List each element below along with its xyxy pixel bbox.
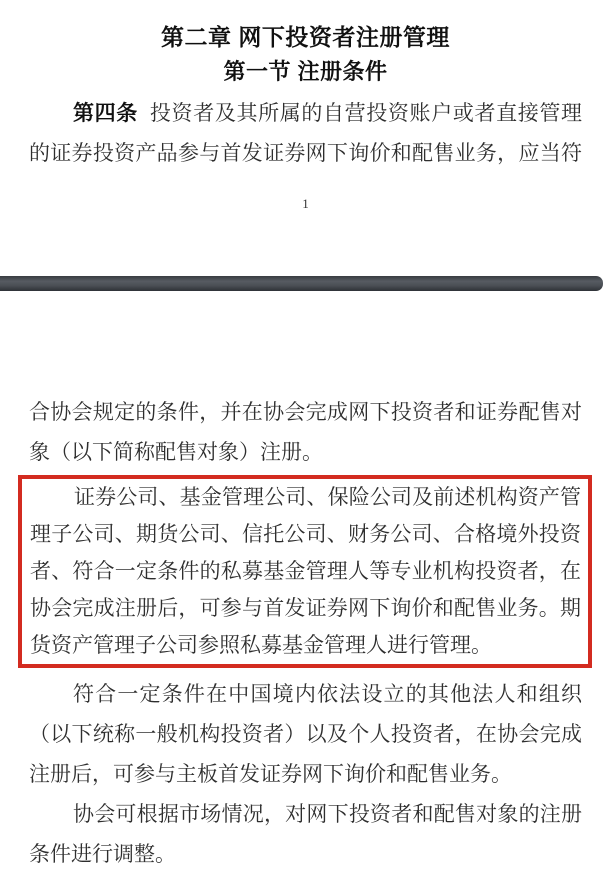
- text-line: [29, 93, 582, 133]
- article-line-text: 投资者及其所属的自营投资账户或者直接管理: [149, 101, 583, 125]
- text-line: （以下统称一般机构投资者）以及个人投资者，在协会完成: [29, 722, 582, 746]
- text-line: 协会可根据市场情况，对网下投资者和配售对象的注册: [73, 802, 582, 826]
- adjustment-paragraph: [29, 794, 582, 874]
- page-1: [29, 0, 582, 212]
- page-number: 1: [302, 196, 309, 211]
- text-line: 货资产管理子公司参照私募基金管理人进行管理。: [30, 633, 492, 657]
- text-line: 证券公司、基金管理公司、保险公司及前述机构资产管: [74, 485, 581, 509]
- continuation-paragraph: [29, 392, 582, 472]
- chapter-title: 第二章 网下投资者注册管理: [161, 24, 450, 50]
- text-line: 合协会规定的条件，并在协会完成网下投资者和证券配售对: [29, 400, 582, 424]
- article-4-paragraph: [29, 93, 582, 173]
- page-divider: [0, 276, 603, 291]
- text-line: 者、符合一定条件的私募基金管理人等专业机构投资者，在: [30, 559, 581, 583]
- text-line: 注册后，可参与主板首发证券网下询价和配售业务。: [29, 762, 512, 786]
- text-line: 象（以下简称配售对象）注册。: [29, 440, 323, 464]
- text-line: 协会完成注册后，可参与首发证券网下询价和配售业务。期: [30, 596, 581, 620]
- article-number-label: 第四条: [73, 102, 138, 125]
- text-line: 的证券投资产品参与首发证券网下询价和配售业务，应当符: [29, 141, 582, 165]
- text-line: 理子公司、期货公司、信托公司、财务公司、合格境外投资: [30, 522, 581, 546]
- page-2: [29, 392, 582, 874]
- section-title: 第一节 注册条件: [223, 59, 388, 84]
- general-investor-paragraph: [29, 674, 582, 794]
- highlight-annotation-box: [18, 475, 592, 668]
- text-line: 条件进行调整。: [29, 842, 176, 866]
- text-line: 符合一定条件在中国境内依法设立的其他法人和组织: [73, 682, 582, 706]
